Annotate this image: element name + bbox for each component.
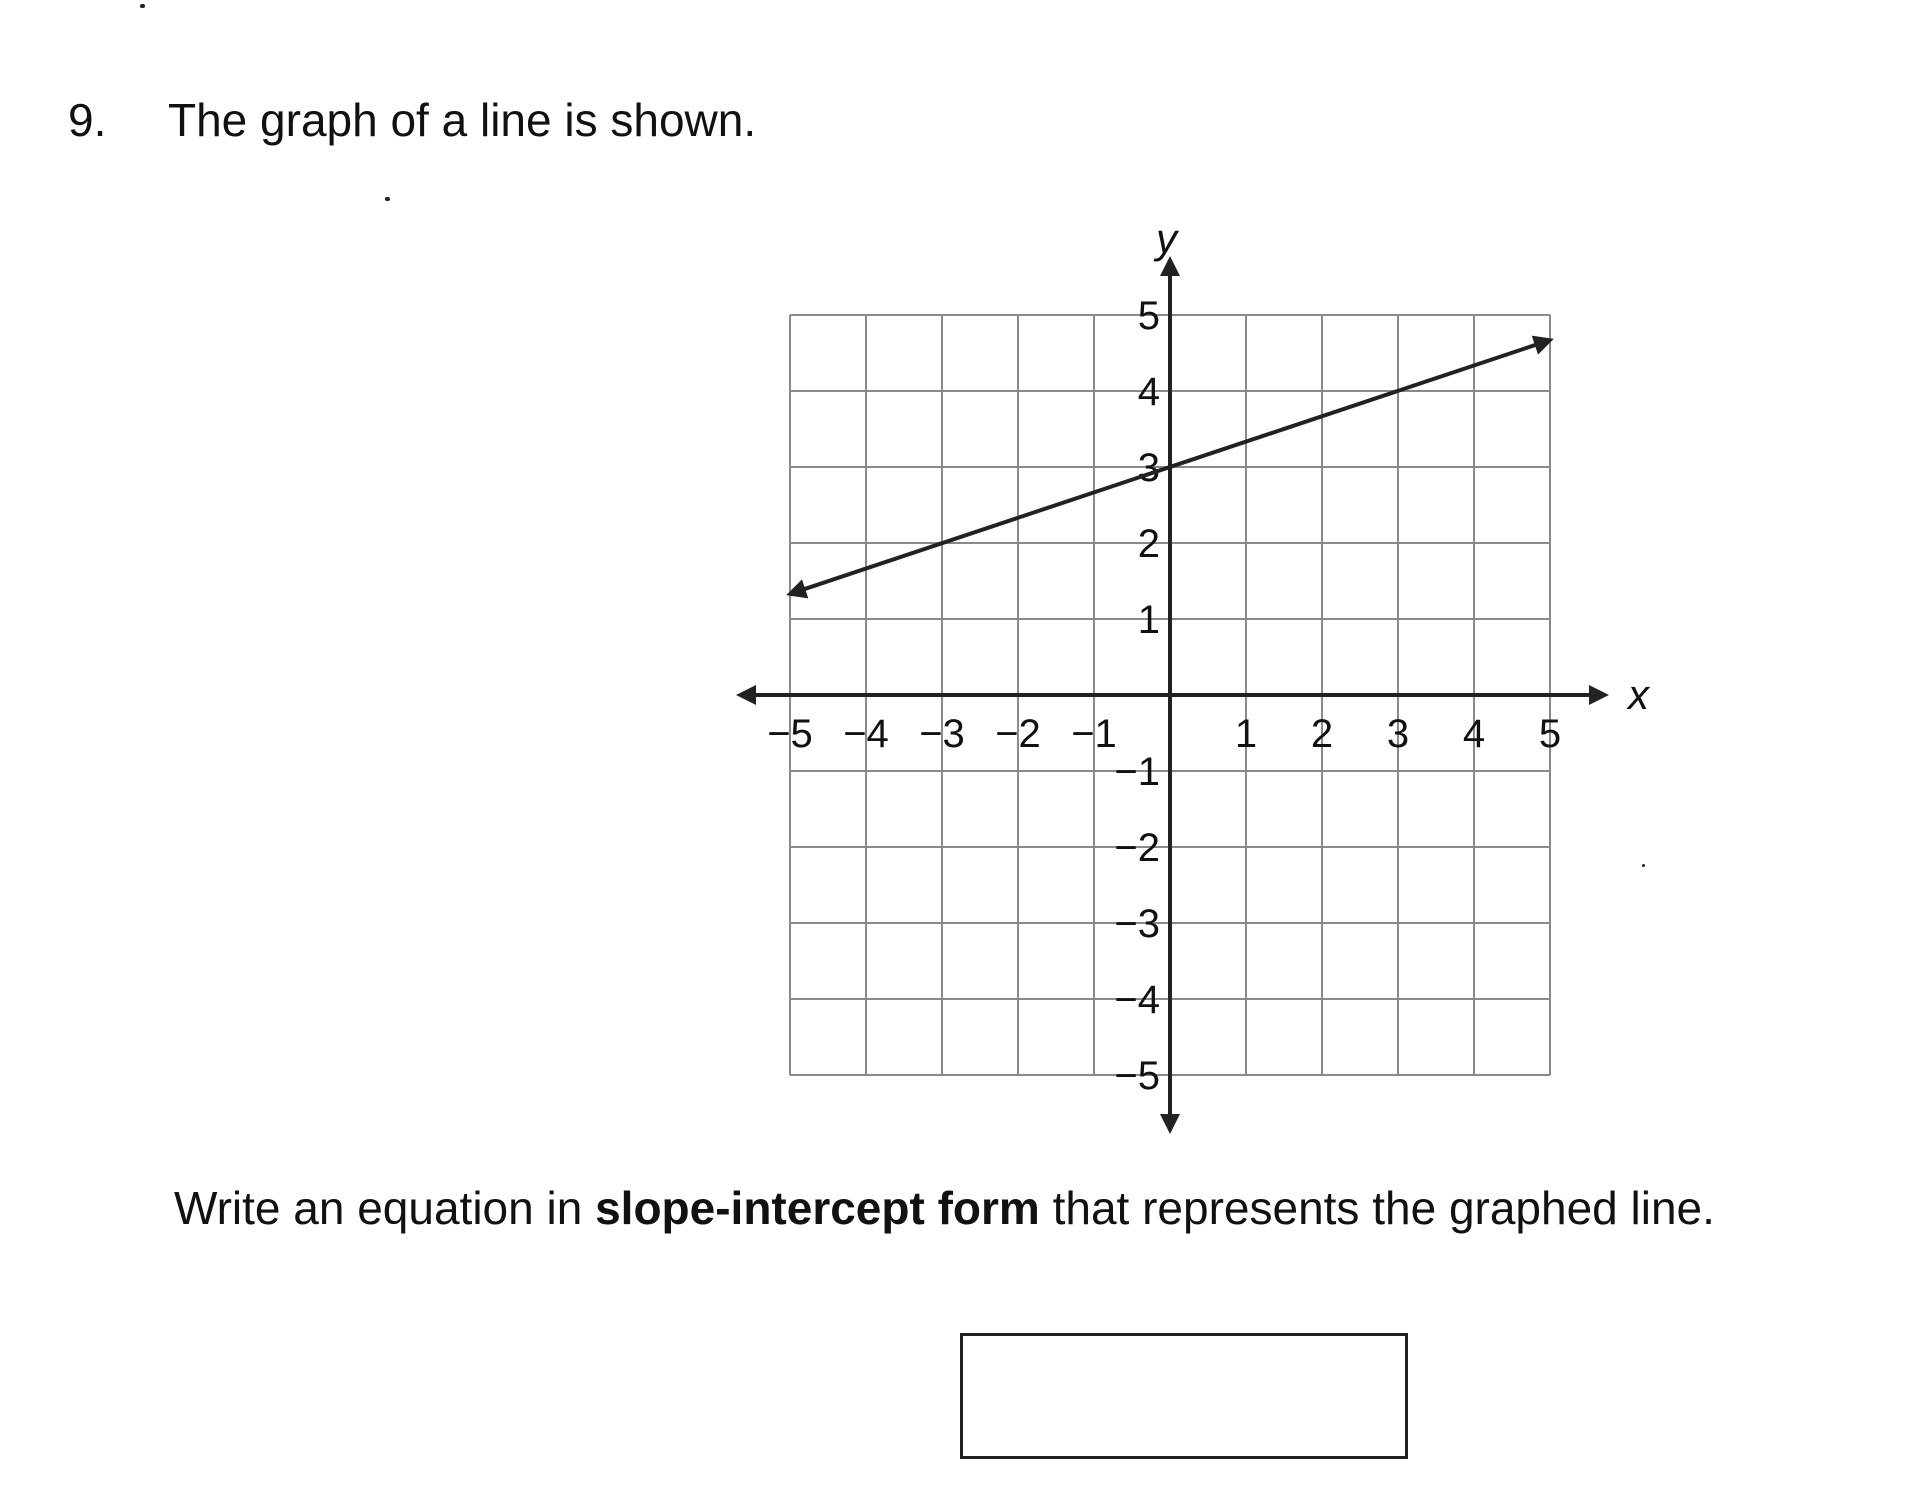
x-tick-label: 4 — [1462, 712, 1486, 756]
x-axis-label: x — [1628, 671, 1649, 718]
y-tick-label: 4 — [1137, 370, 1160, 414]
instruction-bold-term: slope-intercept form — [595, 1182, 1040, 1234]
answer-box[interactable] — [960, 1333, 1408, 1459]
y-tick-label: 2 — [1137, 522, 1160, 566]
y-axis-label: y — [1156, 215, 1177, 262]
question-prompt: The graph of a line is shown. — [168, 94, 757, 146]
y-tick-label: −5 — [1114, 1054, 1160, 1098]
coordinate-graph — [700, 190, 1649, 1140]
y-tick-label: −4 — [1114, 978, 1160, 1022]
x-tick-label: −2 — [995, 712, 1041, 756]
instruction-text-before: Write an equation in — [174, 1182, 596, 1234]
x-tick-label: −1 — [1071, 712, 1117, 756]
y-tick-label: 5 — [1137, 294, 1160, 338]
scan-speck — [1642, 864, 1645, 867]
x-tick-label: 3 — [1386, 712, 1410, 756]
x-tick-label: −3 — [919, 712, 965, 756]
x-tick-label: −5 — [767, 712, 813, 756]
scan-speck — [385, 197, 390, 201]
scan-speck — [140, 4, 145, 8]
y-tick-label: −3 — [1114, 902, 1160, 946]
x-tick-label: 5 — [1538, 712, 1562, 756]
question — [68, 92, 756, 148]
question-number: 9. — [68, 94, 107, 146]
instruction-text-after: that represents the graphed line. — [1039, 1182, 1715, 1234]
x-tick-label: 2 — [1310, 712, 1334, 756]
x-tick-label: −4 — [843, 712, 889, 756]
instruction — [174, 1180, 1715, 1236]
y-tick-label: 1 — [1137, 598, 1160, 642]
x-tick-label: 1 — [1234, 712, 1258, 756]
y-tick-label: −1 — [1114, 750, 1160, 794]
y-tick-label: −2 — [1114, 826, 1160, 870]
y-tick-label: 3 — [1137, 446, 1160, 490]
